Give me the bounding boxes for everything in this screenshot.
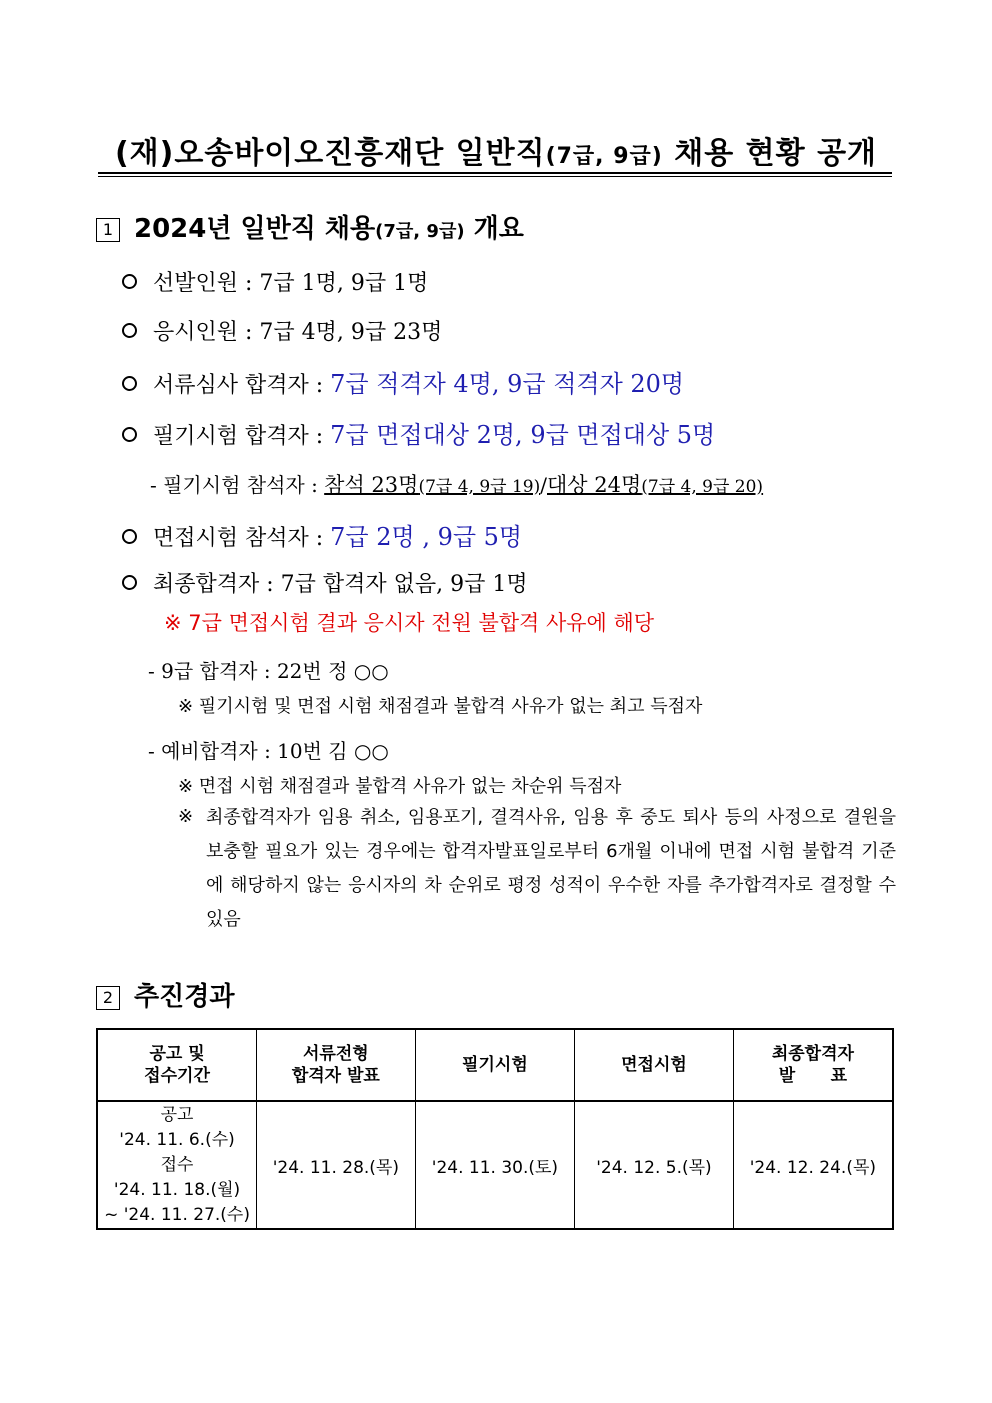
table-cell-notice-period: 공고 '24. 11. 6.(수) 접수 '24. 11. 18.(월) ~ '24. 11. 27.(수) xyxy=(97,1101,257,1229)
title-rule-thin xyxy=(98,176,892,177)
circle-bullet-icon xyxy=(122,575,137,590)
reserve-note-2: 최종합격자가 임용 취소, 임용포기, 결격사유, 임용 후 중도 퇴사 등의 사정으로 결원을 보충할 필요가 있는 경우에는 합격자발표일로부터 6개월 이내에 면접 시험 불합격 기준에 해당하지 않는 응시자의 차 순위로 평정 성적이 우수한 자를 추가합격자로 결정할 수 있음 xyxy=(206,807,896,930)
reserve-note-1: ※ 면접 시험 채점결과 불합격 사유가 없는 차순위 득점자 xyxy=(178,776,622,797)
item-written-attend: - 필기시험 참석자 : 참석 23명(7급 4, 9급 19)/대상 24명(7급 4, 9급 20) xyxy=(150,473,764,497)
item-interview-attend: 면접시험 참석자 : 7급 2명 , 9급 5명 xyxy=(122,517,522,552)
table-cell: '24. 12. 5.(목) xyxy=(575,1101,734,1229)
item-reserve: - 예비합격자 : 10번 김 ○○ xyxy=(148,739,389,763)
item-doc-pass: 서류심사 합격자 : 7급 적격자 4명, 9급 적격자 20명 xyxy=(122,364,684,399)
section-number: 1 xyxy=(96,218,120,242)
circle-bullet-icon xyxy=(122,323,137,338)
table-cell: '24. 11. 28.(목) xyxy=(257,1101,416,1229)
final-note: ※ 7급 면접시험 결과 응시자 전원 불합격 사유에 해당 xyxy=(164,611,655,635)
section-2-heading: 2 추진경과 xyxy=(96,976,234,1013)
table-header: 최종합격자 발 표 xyxy=(733,1029,893,1101)
section-1-heading: 1 2024년 일반직 채용(7급, 9급) 개요 xyxy=(96,208,524,245)
table-cell: '24. 12. 24.(목) xyxy=(733,1101,893,1229)
table-header: 공고 및 접수기간 xyxy=(97,1029,257,1101)
item-applicants: 응시인원 : 7급 4명, 9급 23명 xyxy=(122,315,442,346)
table-cell: '24. 11. 30.(토) xyxy=(415,1101,575,1229)
circle-bullet-icon xyxy=(122,376,137,391)
circle-bullet-icon xyxy=(122,274,137,289)
item-final: 최종합격자 : 7급 합격자 없음, 9급 1명 xyxy=(122,567,528,598)
table-header: 면접시험 xyxy=(575,1029,734,1101)
item-written-pass: 필기시험 합격자 : 7급 면접대상 2명, 9급 면접대상 5명 xyxy=(122,415,715,450)
circle-bullet-icon xyxy=(122,427,137,442)
progress-table xyxy=(96,1028,894,1230)
title-rule xyxy=(98,172,892,174)
table-header: 필기시험 xyxy=(415,1029,575,1101)
circle-bullet-icon xyxy=(122,529,137,544)
grade9-note: ※ 필기시험 및 면접 시험 채점결과 불합격 사유가 없는 최고 득점자 xyxy=(178,696,703,717)
reserve-note-2-mark: ※ xyxy=(178,806,194,827)
item-selection: 선발인원 : 7급 1명, 9급 1명 xyxy=(122,266,428,297)
table-row xyxy=(97,1101,893,1229)
page-title: (재)오송바이오진흥재단 일반직(7급, 9급) 채용 현황 공개 xyxy=(114,136,878,171)
table-header: 서류전형 합격자 발표 xyxy=(257,1029,416,1101)
item-grade9-winner: - 9급 합격자 : 22번 정 ○○ xyxy=(148,659,389,683)
table-header-row xyxy=(97,1029,893,1101)
section-number: 2 xyxy=(96,986,120,1010)
